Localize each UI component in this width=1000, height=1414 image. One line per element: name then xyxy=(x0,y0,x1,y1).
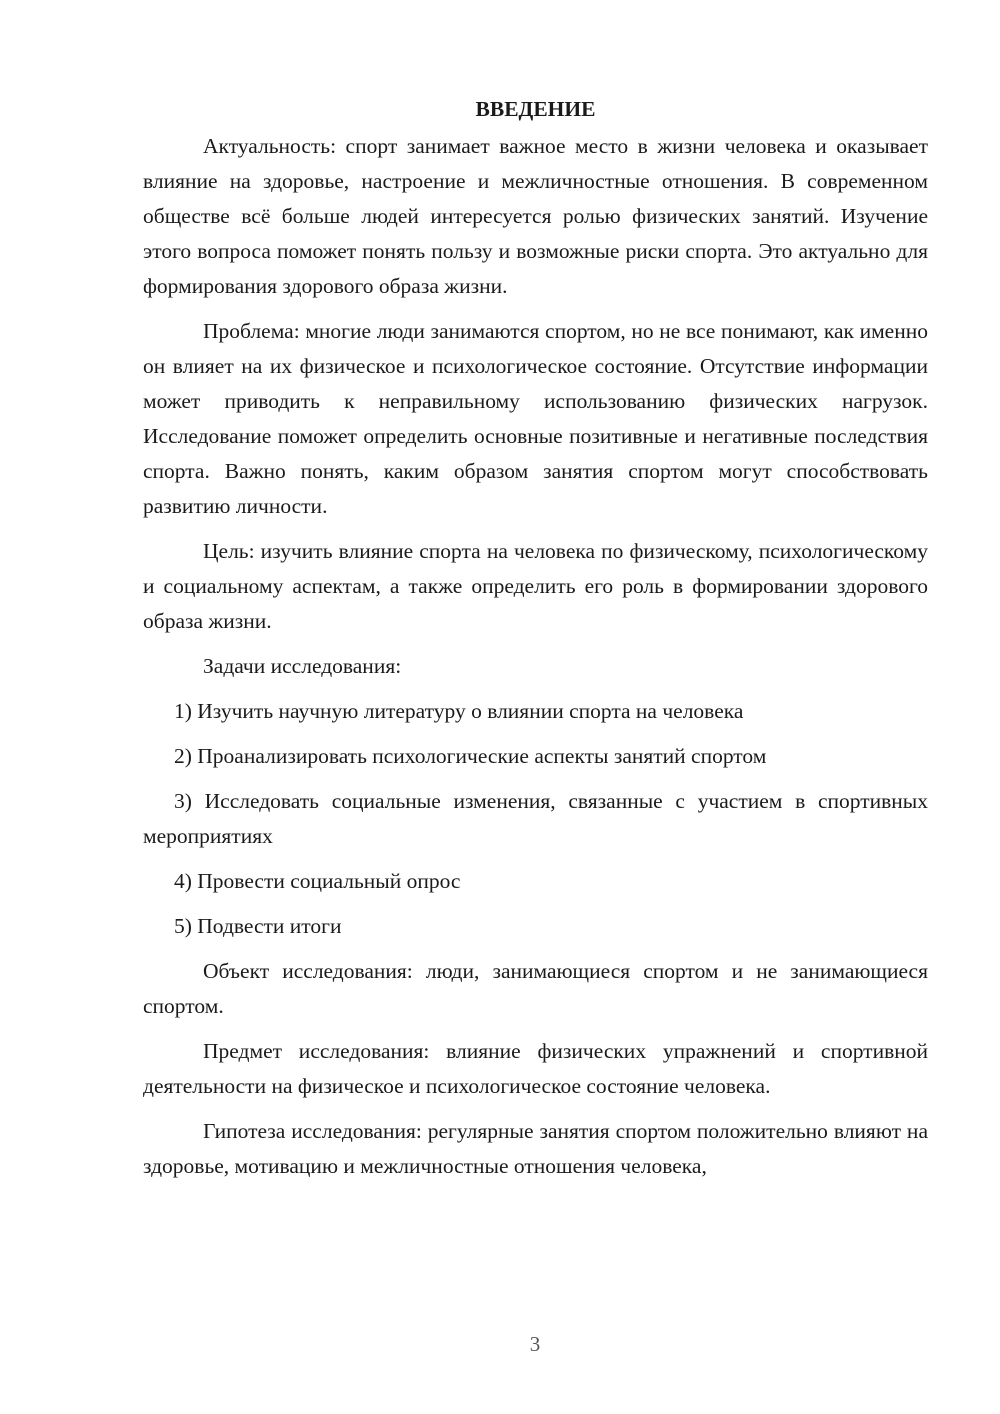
task-item-1: 1) Изучить научную литературу о влиянии спорта на человека xyxy=(174,699,744,723)
task-item-4: 4) Провести социальный опрос xyxy=(174,869,461,893)
paragraph-goal: Цель: изучить влияние спорта на человека по физическому, психологическому и социальному аспектам, а также определить его роль в формировании здорового образа жизни. xyxy=(143,539,928,633)
task-item-2: 2) Проанализировать психологические аспекты занятий спортом xyxy=(174,744,767,768)
document-page xyxy=(143,92,928,1194)
task-item-5: 5) Подвести итоги xyxy=(174,914,342,938)
task-item-3: 3) Исследовать социальные изменения, связанные с участием в спортивных мероприятиях xyxy=(143,789,928,848)
section-heading: ВВЕДЕНИЕ xyxy=(475,97,596,121)
tasks-label: Задачи исследования: xyxy=(203,654,402,678)
paragraph-object: Объект исследования: люди, занимающиеся спортом и не занимающиеся спортом. xyxy=(143,959,928,1018)
paragraph-problem: Проблема: многие люди занимаются спортом, но не все понимают, как именно он влияет на их физическое и психологическое состояние. Отсутствие информации может приводить к неправильному использованию физических нагрузок. Исследование поможет определить основные позитивные и негативные последствия спорта. Важно понять, каким образом занятия спортом могут способствовать развитию личности. xyxy=(143,319,928,518)
paragraph-relevance: Актуальность: спорт занимает важное место в жизни человека и оказывает влияние на здоровье, настроение и межличностные отношения. В современном обществе всё больше людей интересуется ролью физических занятий. Изучение этого вопроса поможет понять пользу и возможные риски спорта. Это актуально для формирования здорового образа жизни. xyxy=(143,134,928,298)
page-number: 3 xyxy=(529,1332,541,1356)
paragraph-subject: Предмет исследования: влияние физических упражнений и спортивной деятельности на физическое и психологическое состояние человека. xyxy=(143,1039,928,1098)
paragraph-hypothesis: Гипотеза исследования: регулярные занятия спортом положительно влияют на здоровье, мотивацию и межличностные отношения человека, xyxy=(143,1119,928,1178)
